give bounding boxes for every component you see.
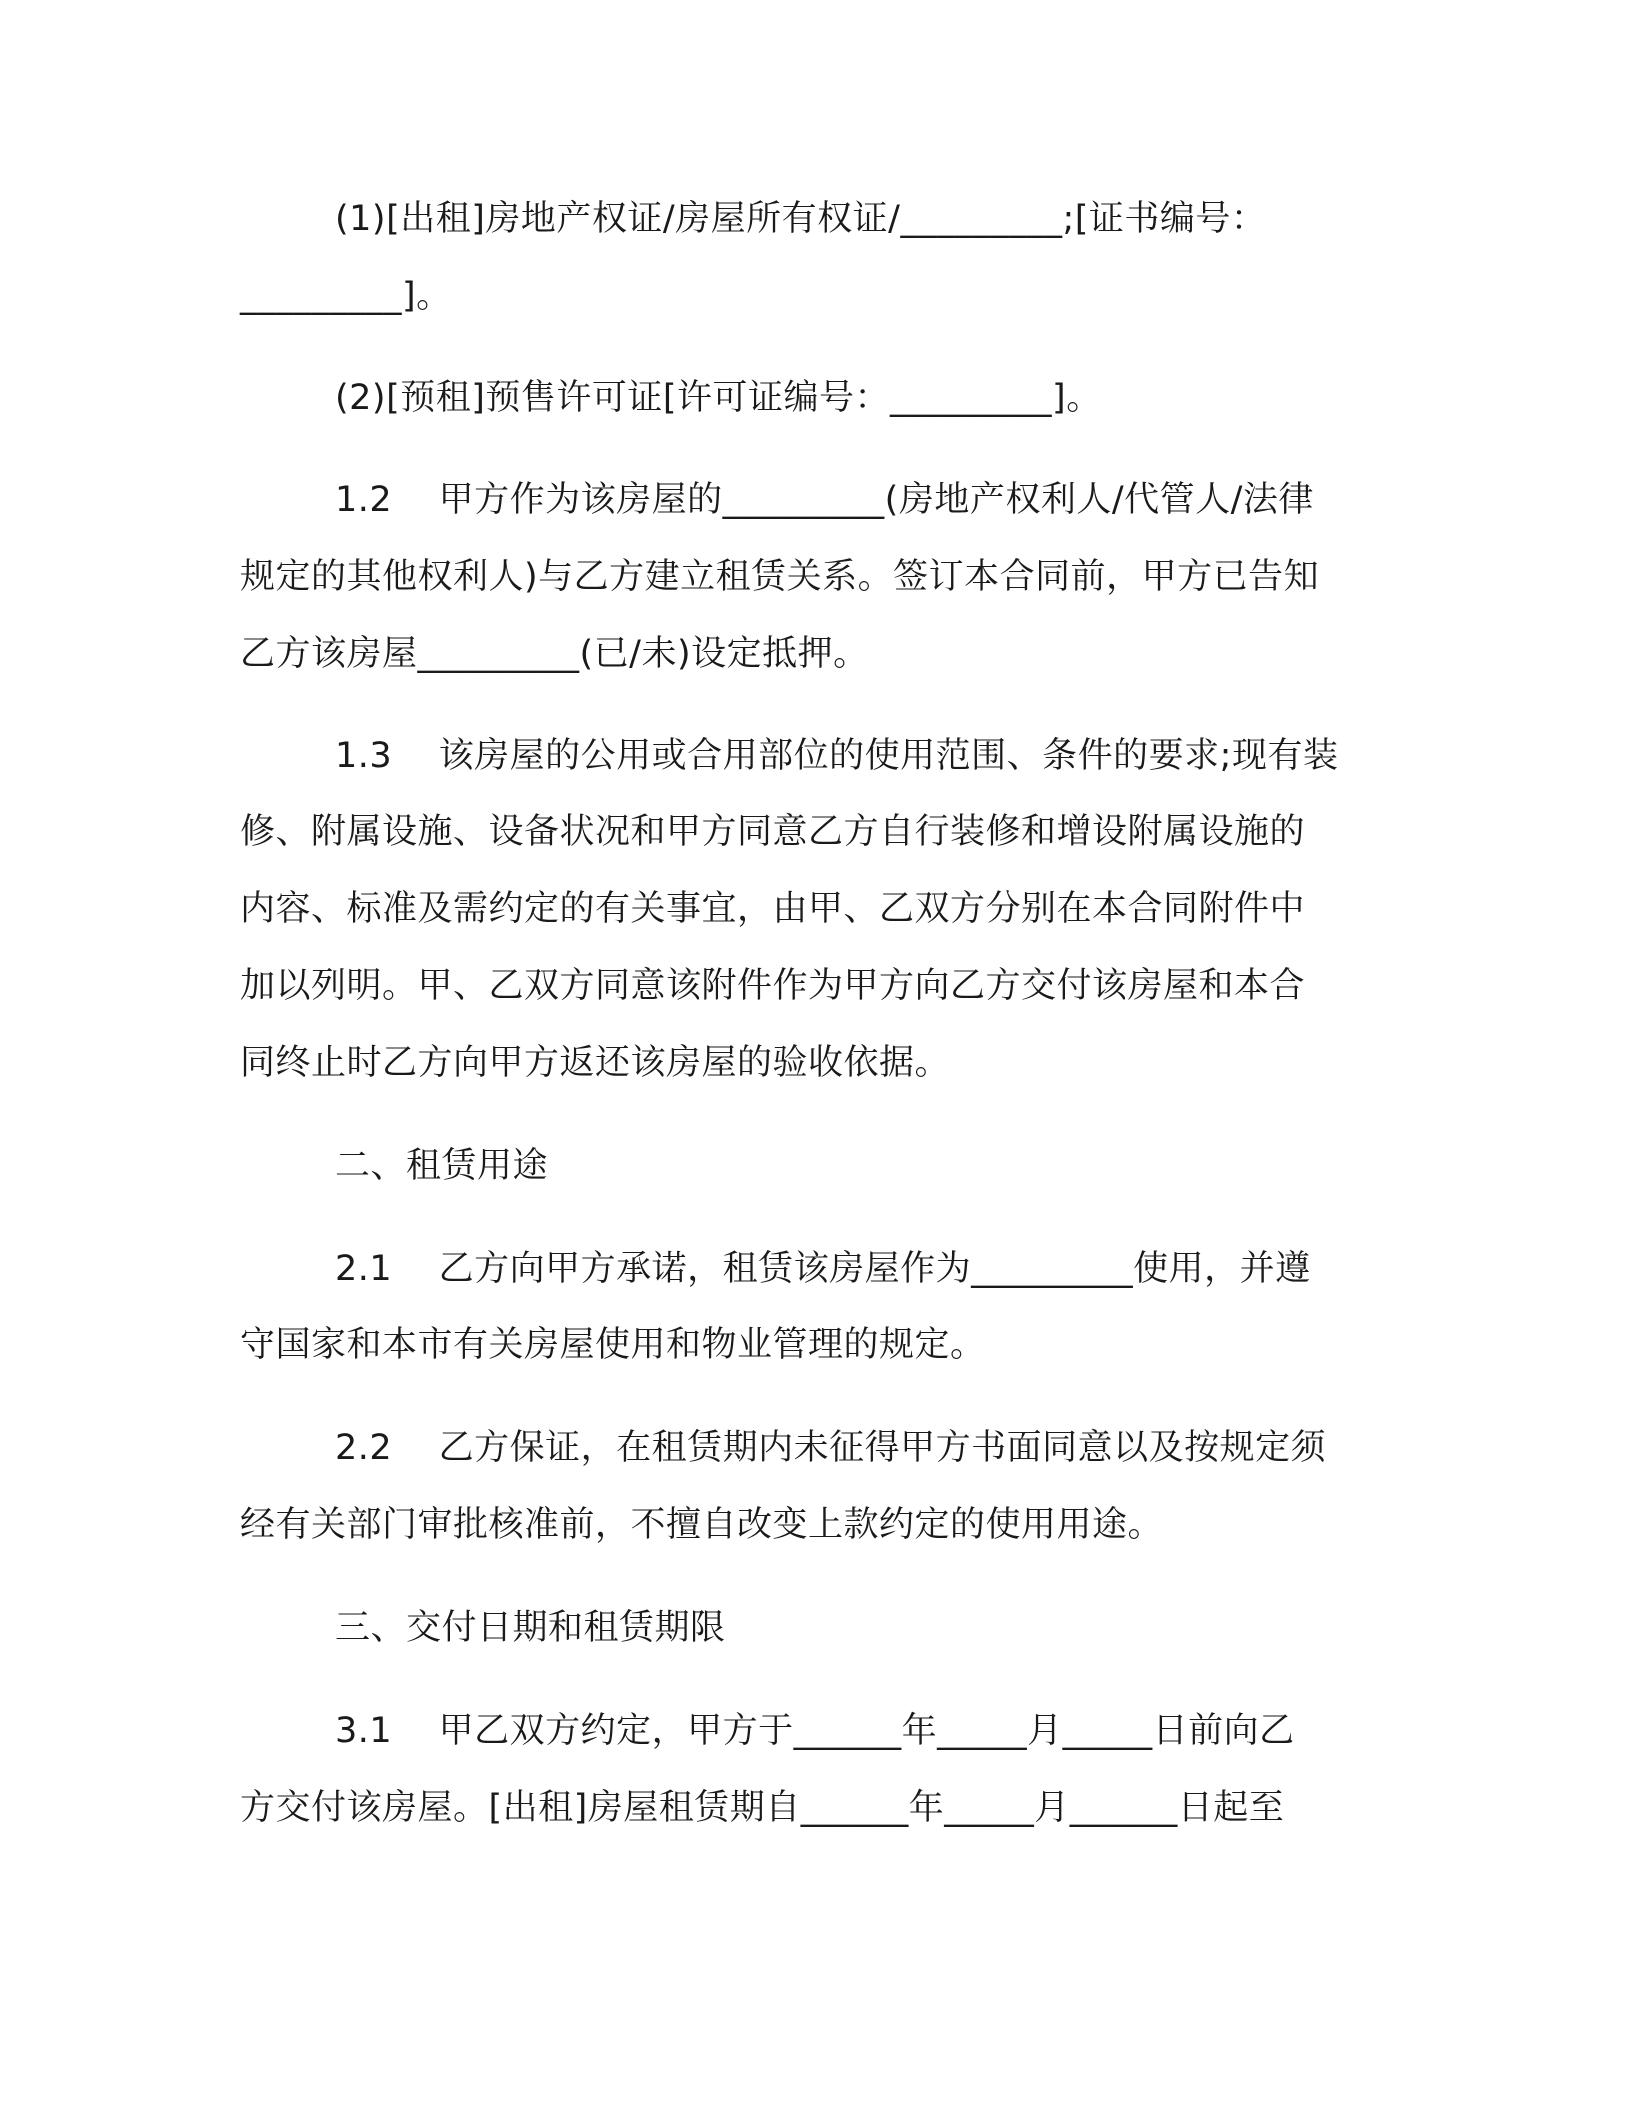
doc-line-9: 内容、标准及需约定的有关事宜，由甲、乙双方分别在本合同附件中 [240, 889, 1306, 929]
doc-line-1: (1)[出租]房地产权证/房屋所有权证/_________;[证书编号： [335, 199, 1267, 239]
doc-line-8: 修、附属设施、设备状况和甲方同意乙方自行装修和增设附属设施的 [240, 812, 1306, 852]
doc-line-6: 乙方该房屋_________(已/未)设定抵押。 [240, 634, 869, 674]
doc-line-16: 经有关部门审批核准前，不擅自改变上款约定的使用用途。 [240, 1505, 1164, 1545]
section-heading-rental-use: 二、租赁用途 [335, 1146, 549, 1186]
section-heading-delivery-term: 三、交付日期和租赁期限 [335, 1608, 726, 1648]
doc-line-10: 加以列明。甲、乙双方同意该附件作为甲方向乙方交付该房屋和本合 [240, 966, 1306, 1006]
doc-line-4: 1.2 甲方作为该房屋的_________(房地产权利人/代管人/法律 [335, 480, 1314, 520]
doc-line-15: 2.2 乙方保证，在租赁期内未征得甲方书面同意以及按规定须 [335, 1428, 1327, 1468]
doc-line-18: 3.1 甲乙双方约定，甲方于______年_____月_____日前向乙 [335, 1711, 1295, 1751]
doc-line-5: 规定的其他权利人)与乙方建立租赁关系。签订本合同前，甲方已告知 [240, 557, 1320, 597]
doc-line-7: 1.3 该房屋的公用或合用部位的使用范围、条件的要求;现有装 [335, 736, 1339, 776]
doc-line-13: 2.1 乙方向甲方承诺，租赁该房屋作为_________使用，并遵 [335, 1249, 1311, 1289]
doc-line-14: 守国家和本市有关房屋使用和物业管理的规定。 [240, 1325, 986, 1365]
doc-line-3: (2)[预租]预售许可证[许可证编号：_________]。 [335, 378, 1102, 418]
doc-line-2: _________]。 [240, 276, 452, 316]
doc-line-19: 方交付该房屋。[出租]房屋租赁期自______年_____月______日起至 [240, 1788, 1285, 1828]
doc-line-11: 同终止时乙方向甲方返还该房屋的验收依据。 [240, 1043, 951, 1083]
